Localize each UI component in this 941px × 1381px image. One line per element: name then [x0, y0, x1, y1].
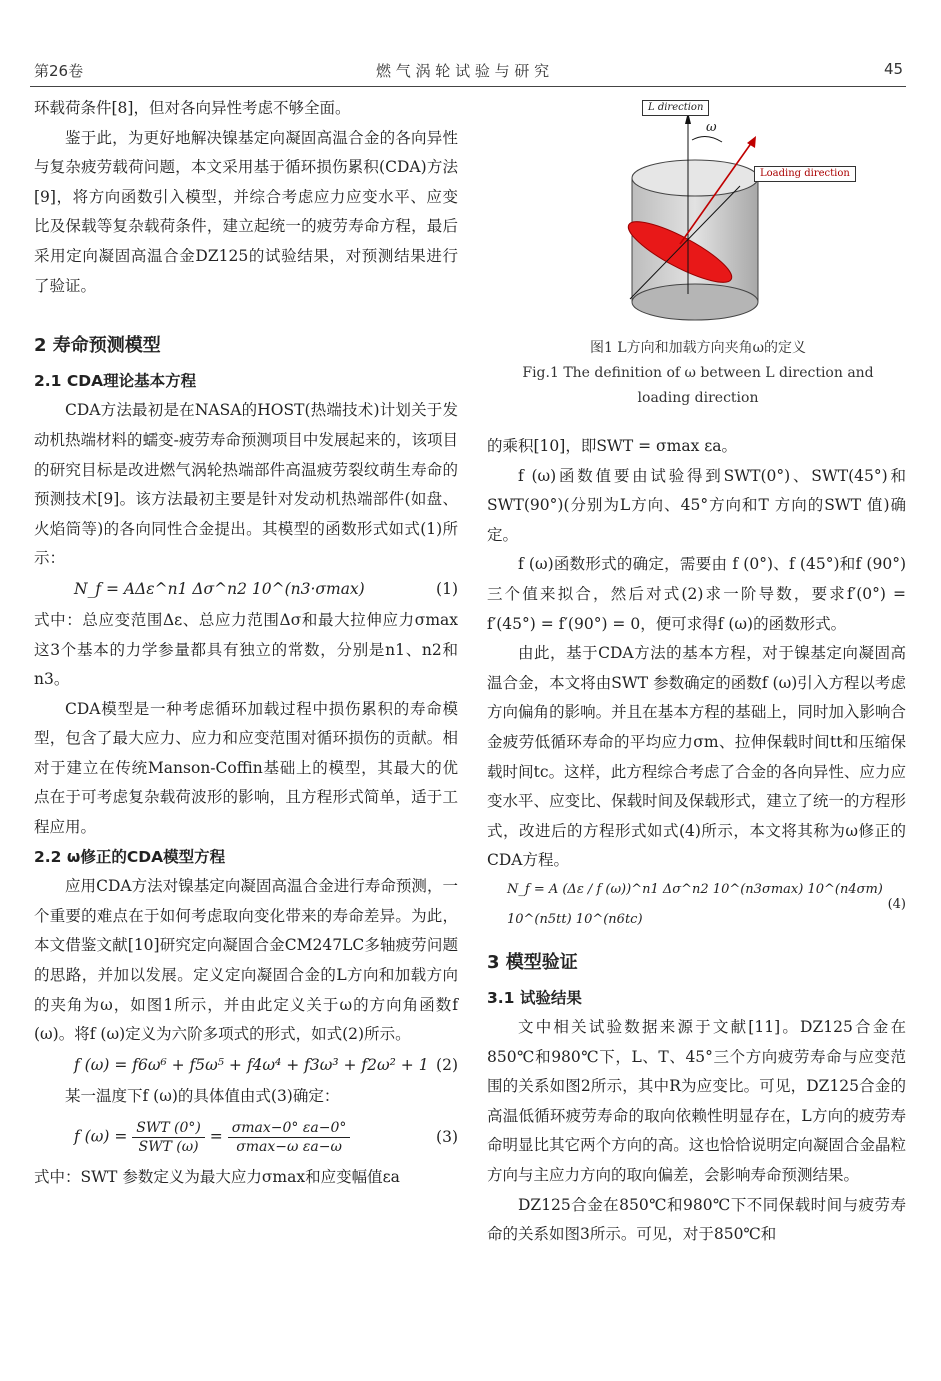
paragraph: 应用CDA方法对镍基定向凝固高温合金进行寿命预测，一个重要的难点在于如何考虑取向变化带来的寿命差异。为此，本文借鉴文献[10]研究定向凝固合金CM247LC多轴疲劳问题的思路，并加以发展。定义定向凝固合金的L方向和加载方向的夹角为ω，如图1所示，并由此定义关于ω的方向角函数f (ω)。将f (ω)定义为六阶多项式的形式，如式(2)所示。	[34, 877, 458, 1044]
denominator: SWT (ω)	[138, 1138, 199, 1155]
equation-4	[487, 876, 906, 934]
equation-number: (1)	[436, 580, 458, 599]
paragraph: 鉴于此，为更好地解决镍基定向凝固高温合金的各向异性与复杂疲劳载荷问题，本文采用基于循环损伤累积(CDA)方法[9]，将方向函数引入模型，并综合考虑应力应变水平、应变比及保载等复杂载荷条件，建立起统一的疲劳寿命方程，最后采用定向凝固高温合金DZ125的试验结果，对预测结果进行了验证。	[34, 128, 458, 295]
equation-lhs: f (ω) =	[74, 1127, 128, 1146]
volume-label: 第26卷	[34, 62, 84, 80]
header-rule	[30, 86, 906, 87]
section-heading: 2 寿命预测模型	[34, 335, 161, 357]
equation-2	[34, 1050, 458, 1082]
paragraph: 的乘积[10]，即SWT = σmax εa。	[487, 437, 738, 455]
denominator: σmax−ω εa−ω	[236, 1138, 342, 1155]
paragraph: 式中：总应变范围Δε、总应力范围Δσ和最大拉伸应力σmax这3个基本的力学参量都具有独立的常数，分别是n1、n2和n3。	[34, 610, 458, 689]
paragraph: 文中相关试验数据来源于文献[11]。DZ125合金在850℃和980℃下，L、T、45°三个方向疲劳寿命与应变范围的关系如图2所示，其中R为应变比。可见，DZ125合金的高温低循环疲劳寿命的取向依赖性明显存在，L方向的疲劳寿命明显比其它两个方向的高。这也恰恰说明定向凝固合金晶粒方向与主应力方向的取向偏差，会影响寿命预测结果。	[487, 1018, 906, 1185]
loading-direction-label: Loading direction	[754, 166, 856, 182]
equation-1	[34, 574, 458, 606]
paragraph: CDA方法最初是在NASA的HOST(热端技术)计划关于发动机热端材料的蠕变-疲劳寿命预测项目中发展起来的，该项目的研究目标是改进燃气涡轮热端部件高温疲劳裂纹萌生寿命的预测技术[9]。该方法最初主要是针对发动机热端部件(如盘、火焰筒等)的各向同性合金提出。其模型的函数形式如式(1)所示：	[34, 401, 458, 568]
paragraph: DZ125合金在850℃和980℃下不同保载时间与疲劳寿命的关系如图3所示。可见，对于850℃和	[487, 1195, 906, 1244]
equation-body: N_f = AΔε^n1 Δσ^n2 10^(n3·σmax)	[74, 580, 365, 599]
paragraph: f (ω)函数形式的确定，需要由 f (0°)、f (45°)和f (90°)三个值来拟合，然后对式(2)求一阶导数，要求f′(0°) = f′(45°) = f′(90°) = 0，便可求得f (ω)的函数形式。	[487, 555, 906, 633]
left-column	[34, 94, 458, 1193]
numerator: σmax−0° εa−0°	[228, 1119, 351, 1138]
cylinder-diagram	[490, 94, 906, 334]
l-direction-label: L direction	[642, 100, 709, 116]
equation-number: (2)	[436, 1056, 458, 1075]
subsection-heading: 2.2 ω修正的CDA模型方程	[34, 847, 226, 866]
figure-caption-en: Fig.1 The definition of ω between L direction and loading direction	[522, 365, 874, 406]
journal-title: 燃 气 涡 轮 试 验 与 研 究	[376, 62, 550, 80]
paragraph: 环载荷条件[8]，但对各向异性考虑不够全面。	[34, 99, 351, 117]
paragraph: f (ω)函数值要由试验得到SWT(0°)、SWT(45°)和SWT(90°)(分别为L方向、45°方向和T 方向的SWT 值)确定。	[487, 466, 906, 544]
equation-number: (4)	[887, 897, 906, 913]
equation-3	[34, 1111, 458, 1163]
subsection-heading: 3.1 试验结果	[487, 988, 582, 1007]
numerator: SWT (0°)	[132, 1119, 205, 1138]
figure-caption-cn: 图1 L方向和加载方向夹角ω的定义	[589, 340, 807, 356]
paragraph: CDA模型是一种考虑循环加载过程中损伤累积的寿命模型，包含了最大应力、应力和应变范围对循环损伤的贡献。相对于建立在传统Manson-Coffin基础上的模型，其最大的优点在于可考虑复杂载荷波形的影响，且方程形式简单，适于工程应用。	[34, 699, 458, 837]
paragraph: 式中：SWT 参数定义为最大应力σmax和应变幅值εa	[34, 1168, 400, 1187]
equation-number: (3)	[436, 1127, 458, 1146]
fraction	[132, 1119, 205, 1156]
equation-body: f (ω) = f6ω⁶ + f5ω⁵ + f4ω⁴ + f3ω³ + f2ω² + 1	[74, 1056, 429, 1075]
paragraph: 由此，基于CDA方法的基本方程，对于镍基定向凝固高温合金，本文将由SWT 参数确定的函数f (ω)引入方程以考虑方向偏角的影响。并且在基本方程的基础上，同时加入影响合金疲劳低循环寿命的平均应力σm、拉伸保载时间tt和压缩保载时间tc。这样，此方程综合考虑了合金的各向异性、应力应变水平、应变比、保载时间及保载形式，建立了统一的方程形式，改进后的方程形式如式(4)所示，本文将其称为ω修正的CDA方程。	[487, 644, 906, 870]
omega-label: ω	[706, 120, 717, 135]
page-number: 45	[884, 60, 904, 78]
figure-1	[490, 94, 906, 411]
fraction	[228, 1119, 351, 1156]
right-column	[487, 432, 906, 1250]
section-heading: 3 模型验证	[487, 951, 578, 973]
subsection-heading: 2.1 CDA理论基本方程	[34, 371, 197, 390]
paragraph: 某一温度下f (ω)的具体值由式(3)确定：	[65, 1086, 340, 1105]
equation-body: f (ω) = $\frac{\text{SWT (0°)}}{\text{SWT (ω)}}$ = $\frac{\sigma\max-0^\circ \varepsilon a-0^\circ}{\text{σmax−ω εa−ω}}$	[74, 1119, 350, 1156]
equation-body: N_f = A (Δε / f (ω))^n1 Δσ^n2 10^(n3σmax) 10^(n4σm) 10^(n5tt) 10^(n6tc)	[507, 882, 883, 927]
figure-drawing	[490, 94, 906, 334]
